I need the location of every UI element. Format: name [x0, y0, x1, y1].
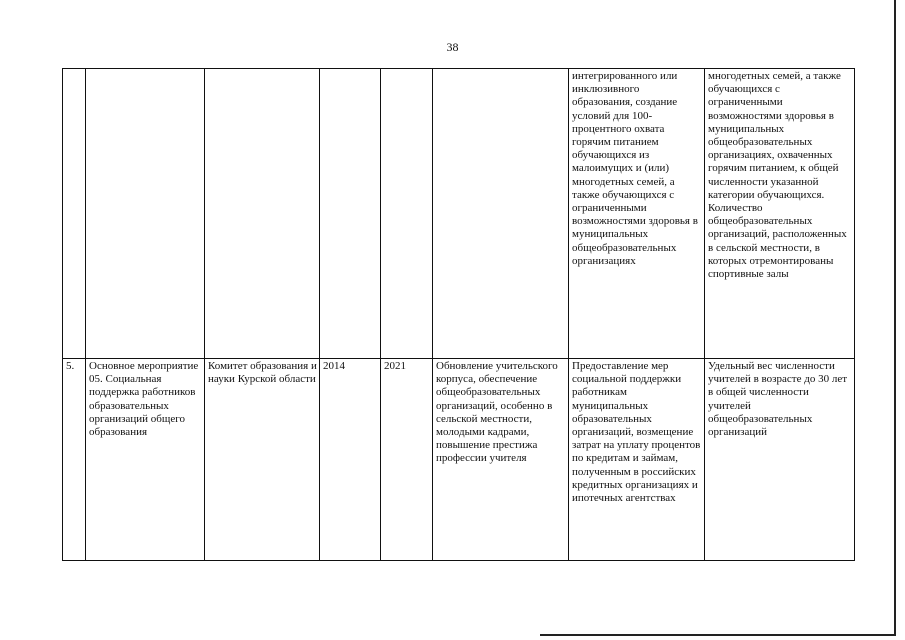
cell-number: 5.: [63, 359, 86, 561]
table-row: [63, 69, 855, 359]
cell-activity: Основное мероприятие 05. Социальная поддержка работников образовательных организаций общего образования: [86, 359, 205, 561]
program-activities-table: [62, 68, 855, 561]
cell-indicator: многодетных семей, а также обучающихся с ограниченными возможностями здоровья в муниципальных общеобразовательных организациях, охваченных горячим питанием, к общей численности указанной категории обучающихся. Количество общеобразовательных организаций, расположенных в сельской местности, в которых отремонтированы спортивные залы: [705, 69, 855, 359]
cell-indicator: Удельный вес численности учителей в возрасте до 30 лет в общей численности учителей общеобразовательных организаций: [705, 359, 855, 561]
page-number: 38: [446, 40, 459, 54]
cell-executor: Комитет образования и науки Курской области: [205, 359, 320, 561]
cell-end-year: [381, 69, 433, 359]
cell-activity: [86, 69, 205, 359]
cell-expected-result: [433, 69, 569, 359]
cell-activity-content: интегрированного или инклюзивного образования, создание условий для 100-процентного охвата горячим питанием обучающихся из малоимущих и (или) многодетных семей, а также обучающихся с ограниченными возможностями здоровья в муниципальных общеобразовательных организациях: [569, 69, 705, 359]
cell-end-year: 2021: [381, 359, 433, 561]
table-row: [63, 359, 855, 561]
scan-page-edge-bottom: [540, 634, 896, 636]
cell-number: [63, 69, 86, 359]
cell-executor: [205, 69, 320, 359]
cell-start-year: 2014: [320, 359, 381, 561]
cell-activity-content: Предоставление мер социальной поддержки работникам муниципальных образовательных организаций, возмещение затрат на уплату процентов по кредитам и займам, полученным в российских кредитных организациях и ипотечных агентствах: [569, 359, 705, 561]
cell-expected-result: Обновление учительского корпуса, обеспечение общеобразовательных организаций, особенно в сельской местности, молодыми кадрами, повышение престижа профессии учителя: [433, 359, 569, 561]
cell-start-year: [320, 69, 381, 359]
scan-page-edge-right: [894, 0, 896, 636]
